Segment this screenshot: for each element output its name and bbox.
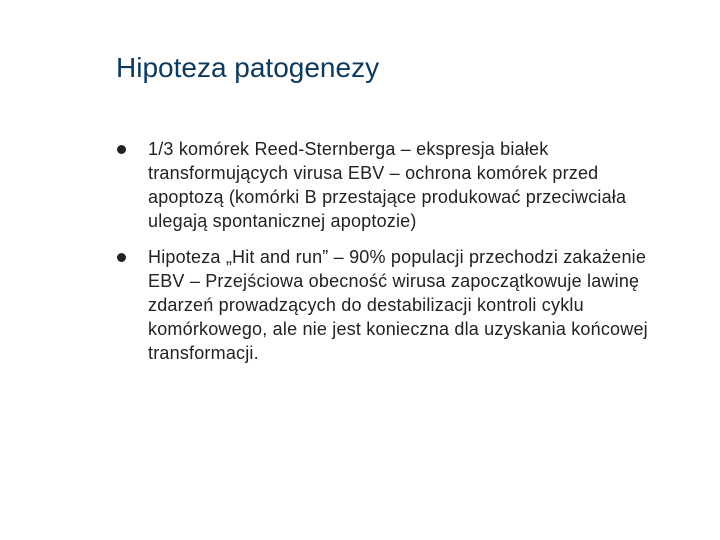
bullet-item	[116, 137, 676, 233]
bullet-text: Hipoteza „Hit and run” – 90% populacji przechodzi zakażenie EBV – Przejściowa obecność wirusa zapoczątkowuje lawinę zdarzeń prowadzących do destabilizacji kontroli cyklu komórkowego, ale nie jest konieczna dla uzyskania końcowej transformacji.	[148, 247, 648, 363]
bullet-icon	[117, 253, 126, 262]
bullet-item	[116, 245, 676, 365]
bullet-text: 1/3 komórek Reed-Sternberga – ekspresja białek transformujących virusa EBV – ochrona komórek przed apoptozą (komórki B przestające produkować przeciwciała ulegają spontanicznej apoptozie)	[148, 139, 627, 231]
bullet-list	[116, 137, 676, 377]
bullet-icon	[117, 145, 126, 154]
slide-title: Hipoteza patogenezy	[116, 52, 380, 83]
